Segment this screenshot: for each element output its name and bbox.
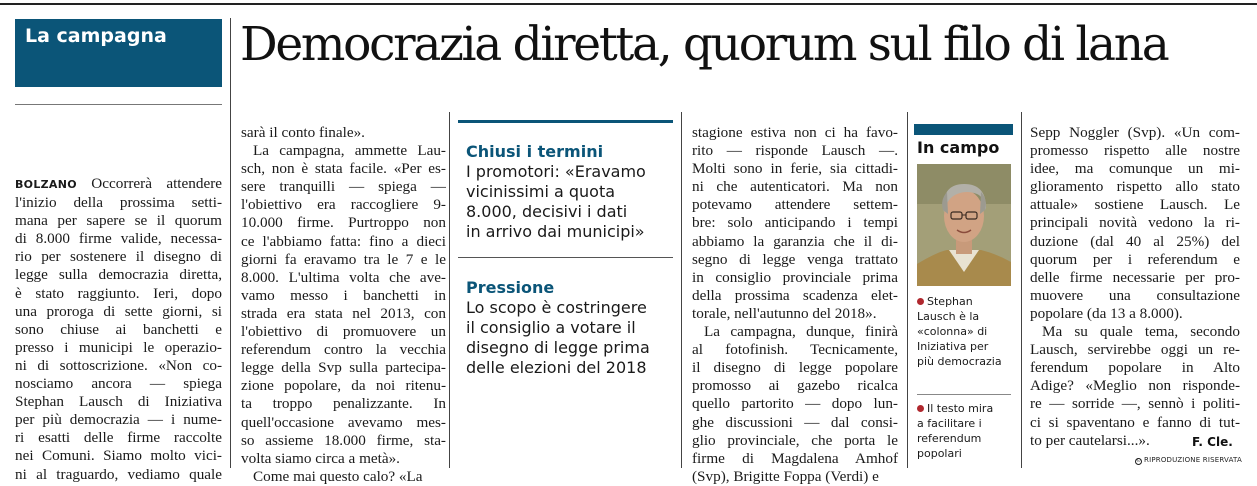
text-line: al fotofinish. Tecnicamente, <box>692 341 898 359</box>
text-line: ni di sottoscrizione. «Non co- <box>15 356 222 374</box>
in-campo-bar <box>914 124 1013 135</box>
text-line: per più democrazia — i nume- <box>15 411 222 429</box>
text-line: bre: solo anticipando i tempi <box>692 214 898 232</box>
article-column-1 <box>15 175 222 484</box>
text-line: torale, nell'autunno del 2018». <box>692 304 877 322</box>
text-line: duzione (dal 40 al 25%) del <box>1030 232 1240 250</box>
text-line: legge sulla democrazia diretta, <box>15 266 222 284</box>
article-column-2 <box>241 124 446 486</box>
copyright-icon: © <box>1136 458 1142 464</box>
text-line: quell'occasione avevamo mes- <box>241 413 446 431</box>
text-line: delle firme necessarie per pro- <box>1030 268 1240 286</box>
bullet-icon <box>917 298 924 305</box>
article-column-3 <box>692 124 898 486</box>
text-line: presso i municipi le operazio- <box>15 338 222 356</box>
highlight-line: vicinissimi a quota <box>466 182 616 201</box>
text-line: glio provinciale, che porta le <box>692 431 898 449</box>
text-line: è stato raggiunto. Ieri, dopo <box>15 284 222 302</box>
highlight-1-text <box>466 162 671 242</box>
highlight-line: Lo scopo è costringere <box>466 298 647 317</box>
text-line: promosso ai gazebo ricalca <box>692 377 898 395</box>
text-line: l'inizio della prossima setti- <box>15 194 222 212</box>
text-line: promesso rispetto alle nostre <box>1030 142 1240 160</box>
text-line: quello partorito — dopo lun- <box>692 395 898 413</box>
caption-line <box>917 401 1013 416</box>
text-line: strada era stata nel 2013, con <box>241 304 446 322</box>
text-line: ta troppo penalizzante. In <box>241 395 446 413</box>
text-line: (Svp), Brigitte Foppa (Verdi) e <box>692 467 879 485</box>
text-line: so assieme 18.000 firme, sta- <box>241 431 446 449</box>
column-separator <box>681 112 682 468</box>
text-line <box>15 175 222 194</box>
text-line: nosciamo ancora — spiega <box>15 375 222 393</box>
text-line: potevamo attendere settem- <box>692 196 898 214</box>
text-line-content: Occorrerà attendere <box>76 175 222 192</box>
text-line: segno di legge venga trattato <box>692 250 898 268</box>
text-line: sarà il conto finale». <box>241 124 365 141</box>
text-line: legge della Svp sulla partecipa- <box>241 359 446 377</box>
in-campo-title: In campo <box>917 138 1000 157</box>
text-line: principali novità vedono la ri- <box>1030 214 1240 232</box>
article-column-4 <box>1030 124 1240 450</box>
column-separator <box>449 112 450 468</box>
text-line: Sepp Noggler (Svp). «Un com- <box>1030 124 1240 141</box>
text-line: mana per sapere se il quorum <box>15 212 222 230</box>
text-line: ci si spaventano e fanno di tut- <box>1030 413 1240 431</box>
text-line: sere tranquilli — spiega — <box>241 178 446 196</box>
highlight-2-title: Pressione <box>466 278 555 297</box>
text-line: una proroga di sette giorni, si <box>15 302 222 320</box>
top-rule <box>0 3 1257 5</box>
highlight-line: 8.000, decisivi i dati <box>466 202 628 221</box>
text-line: l'obiettivo di promuovere un <box>241 323 446 341</box>
highlight-2-text <box>466 298 671 378</box>
caption-line <box>917 294 1013 309</box>
text-line: il disegno di legge popolare <box>692 359 898 377</box>
copyright-notice <box>1135 456 1242 465</box>
caption-line: popolari <box>917 447 962 460</box>
text-line: rio per sostenere il disegno di <box>15 248 222 266</box>
text-line: Ma su quale tema, secondo <box>1042 323 1240 341</box>
caption-line: a facilitare i <box>917 417 982 430</box>
text-line: giorni fa eravamo tra le 7 e le <box>241 250 446 268</box>
text-line: sch, non è stata facile. «Per es- <box>241 160 446 178</box>
text-line: to per cautelarsi...». <box>1030 431 1150 449</box>
column-separator <box>1021 112 1022 468</box>
bullet-icon <box>917 405 924 412</box>
text-line: 10.000 firme. Purtroppo non <box>241 214 446 232</box>
dateline-city: BOLZANO <box>15 178 77 191</box>
text-line: nei Comuni. Siamo molto vici- <box>15 447 222 465</box>
text-line: volta siamo circa a metà». <box>241 449 400 467</box>
headline: Democrazia diretta, quorum sul filo di lana <box>240 17 1168 72</box>
highlight-line: in arrivo dai municipi» <box>466 222 645 241</box>
highlight-line: il consiglio a votare il <box>466 318 636 337</box>
highlight-line: delle elezioni del 2018 <box>466 358 647 377</box>
text-line: ni che autenticatori. Ma non <box>692 178 898 196</box>
text-line: referendum contro la vecchia <box>241 341 446 359</box>
highlights-divider <box>458 257 673 258</box>
text-line: 8.000. L'ultima volta che ave- <box>241 268 446 286</box>
photo-caption <box>917 294 1013 369</box>
highlights-top-rule <box>458 120 673 123</box>
text-line: Molti sono in ferie, sia cittadi- <box>692 160 898 178</box>
copyright-text: RIPRODUZIONE RISERVATA <box>1144 456 1242 464</box>
highlight-1-title: Chiusi i termini <box>466 142 604 161</box>
caption-line: referendum <box>917 432 982 445</box>
text-line: La campagna, ammette Lau- <box>253 142 446 160</box>
text-line: sono chiuse ai banchetti e <box>15 320 222 338</box>
text-line: zione popolare, da noi ritenu- <box>241 377 446 395</box>
text-line: Adige? «Meglio non risponde- <box>1030 377 1240 395</box>
text-line: in consiglio provinciale prima <box>692 268 898 286</box>
text-line: ferendum popolare in Alto <box>1030 359 1240 377</box>
section-label: La campagna <box>25 25 167 47</box>
text-line: della prossima scadenza elet- <box>692 286 898 304</box>
text-line: Come mai questo calo? «La <box>253 467 423 485</box>
text-line: ghe discussioni — dal consi- <box>692 413 898 431</box>
text-line: ri esatti delle firme raccolte <box>15 429 222 447</box>
box-note <box>917 401 1013 461</box>
text-line: popolare (da 13 a 8.000). <box>1030 304 1183 322</box>
text-line: re — sorride —, sennò i politi- <box>1030 395 1240 413</box>
text-line: ni al traguardo, vediamo quale <box>15 465 222 483</box>
portrait-photo <box>917 164 1011 286</box>
text-line: Lausch, servirebbe oggi un re- <box>1030 341 1240 359</box>
portrait-illustration <box>917 164 1011 286</box>
caption-line: Iniziativa per <box>917 340 989 353</box>
text-line: Stephan Lausch di Iniziativa <box>15 393 222 411</box>
text-line: abbiamo la garanzia che il di- <box>692 232 898 250</box>
column-separator <box>230 18 231 468</box>
text-line: muovere una consultazione <box>1030 286 1240 304</box>
section-label-box <box>15 19 222 87</box>
author-signature: F. Cle. <box>1192 435 1233 449</box>
text-line: glioramento rispetto allo stato <box>1030 178 1240 196</box>
text-line: rito — risponde Lausch —. <box>692 142 898 160</box>
column-separator <box>907 112 908 468</box>
text-line: La campagna, dunque, finirà <box>704 323 898 341</box>
highlight-line: disegno di legge prima <box>466 338 650 357</box>
text-line: ce l'abbiamo fatta: fino a dieci <box>241 232 446 250</box>
text-line: di 8.000 firme valide, necessa- <box>15 230 222 248</box>
caption-line: Lausch è la <box>917 310 980 323</box>
caption-divider <box>917 394 1011 395</box>
text-line: stagione estiva non ci ha favo- <box>692 124 898 141</box>
caption-line: «colonna» di <box>917 325 988 338</box>
section-divider <box>15 104 222 105</box>
text-line: attuale» sostiene Lausch. Le <box>1030 196 1240 214</box>
text-line: quorum per i referendum e <box>1030 250 1240 268</box>
caption-text: Stephan <box>927 295 973 308</box>
text-line: idee, ma comunque un mi- <box>1030 160 1240 178</box>
caption-line: più democrazia <box>917 355 1002 368</box>
text-line: firme di Magdalena Amhof <box>692 449 898 467</box>
caption-text: Il testo mira <box>927 402 994 415</box>
text-line: vamo messo i banchetti in <box>241 286 446 304</box>
highlight-line: I promotori: «Eravamo <box>466 162 646 181</box>
text-line: l'obiettivo era raccogliere 9- <box>241 196 446 214</box>
